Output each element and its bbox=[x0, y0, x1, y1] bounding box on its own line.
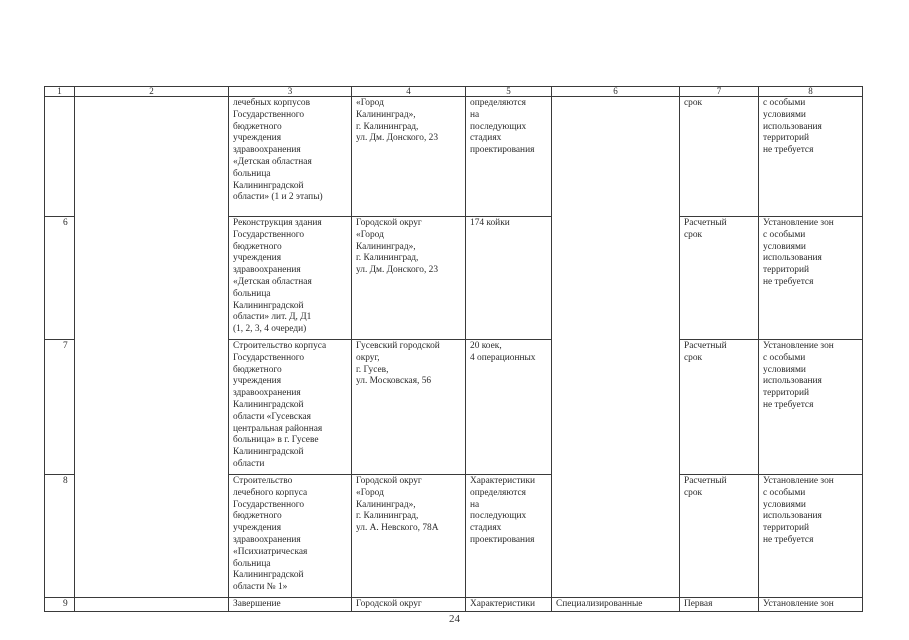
term-cell: Расчетный срок bbox=[680, 340, 759, 475]
table-header-row bbox=[45, 87, 863, 97]
zones-cell: с особыми условиями использования территорий не требуется bbox=[759, 97, 863, 217]
term-cell: Расчетный срок bbox=[680, 217, 759, 340]
object-name-cell: Завершение bbox=[229, 598, 352, 612]
table-row bbox=[45, 598, 863, 612]
header-cell: 3 bbox=[229, 87, 352, 97]
objects-table bbox=[44, 86, 863, 612]
header-cell: 8 bbox=[759, 87, 863, 97]
row-number: 8 bbox=[45, 475, 75, 598]
col2-cell bbox=[75, 598, 229, 612]
col2-merged-cell bbox=[75, 97, 229, 598]
purpose-cell: Специализированные bbox=[552, 598, 680, 612]
characteristics-cell: 174 койки bbox=[466, 217, 552, 340]
location-cell: «Город Калининград», г. Калининград, ул. Дм. Донского, 23 bbox=[352, 97, 466, 217]
term-cell: Первая bbox=[680, 598, 759, 612]
location-cell: Городской округ bbox=[352, 598, 466, 612]
zones-cell: Установление зон bbox=[759, 598, 863, 612]
object-name-cell: лечебных корпусов Государственного бюджетного учреждения здравоохранения «Детская областная больница Калининградской области» (1 и 2 этапы) bbox=[229, 97, 352, 217]
characteristics-cell: Характеристики определяются на последующих стадиях проектирования bbox=[466, 475, 552, 598]
object-name-cell: Строительство корпуса Государственного бюджетного учреждения здравоохранения Калининградской области «Гусевская центральная районная больница» в г. Гусеве Калининградской области bbox=[229, 340, 352, 475]
row-number: 6 bbox=[45, 217, 75, 340]
zones-cell: Установление зон с особыми условиями использования территорий не требуется bbox=[759, 217, 863, 340]
row-number: 7 bbox=[45, 340, 75, 475]
location-cell: Городской округ «Город Калининград», г. Калининград, ул. А. Невского, 78А bbox=[352, 475, 466, 598]
location-cell: Городской округ «Город Калининград», г. Калининград, ул. Дм. Донского, 23 bbox=[352, 217, 466, 340]
term-cell: Расчетный срок bbox=[680, 475, 759, 598]
term-cell: срок bbox=[680, 97, 759, 217]
header-cell: 6 bbox=[552, 87, 680, 97]
col6-merged-cell bbox=[552, 97, 680, 598]
characteristics-cell: Характеристики bbox=[466, 598, 552, 612]
object-name-cell: Реконструкция здания Государственного бюджетного учреждения здравоохранения «Детская областная больница Калининградской области» лит. Д, Д1 (1, 2, 3, 4 очереди) bbox=[229, 217, 352, 340]
zones-cell: Установление зон с особыми условиями использования территорий не требуется bbox=[759, 340, 863, 475]
location-cell: Гусевский городской округ, г. Гусев, ул. Московская, 56 bbox=[352, 340, 466, 475]
header-cell: 2 bbox=[75, 87, 229, 97]
header-cell: 5 bbox=[466, 87, 552, 97]
header-cell: 1 bbox=[45, 87, 75, 97]
header-cell: 4 bbox=[352, 87, 466, 97]
table-row bbox=[45, 97, 863, 217]
header-cell: 7 bbox=[680, 87, 759, 97]
characteristics-cell: определяются на последующих стадиях проектирования bbox=[466, 97, 552, 217]
row-number: 9 bbox=[45, 598, 75, 612]
row-number bbox=[45, 97, 75, 217]
page-number: 24 bbox=[449, 613, 460, 625]
object-name-cell: Строительство лечебного корпуса Государственного бюджетного учреждения здравоохранения «Психиатрическая больница Калининградской области № 1» bbox=[229, 475, 352, 598]
characteristics-cell: 20 коек, 4 операционных bbox=[466, 340, 552, 475]
zones-cell: Установление зон с особыми условиями использования территорий не требуется bbox=[759, 475, 863, 598]
